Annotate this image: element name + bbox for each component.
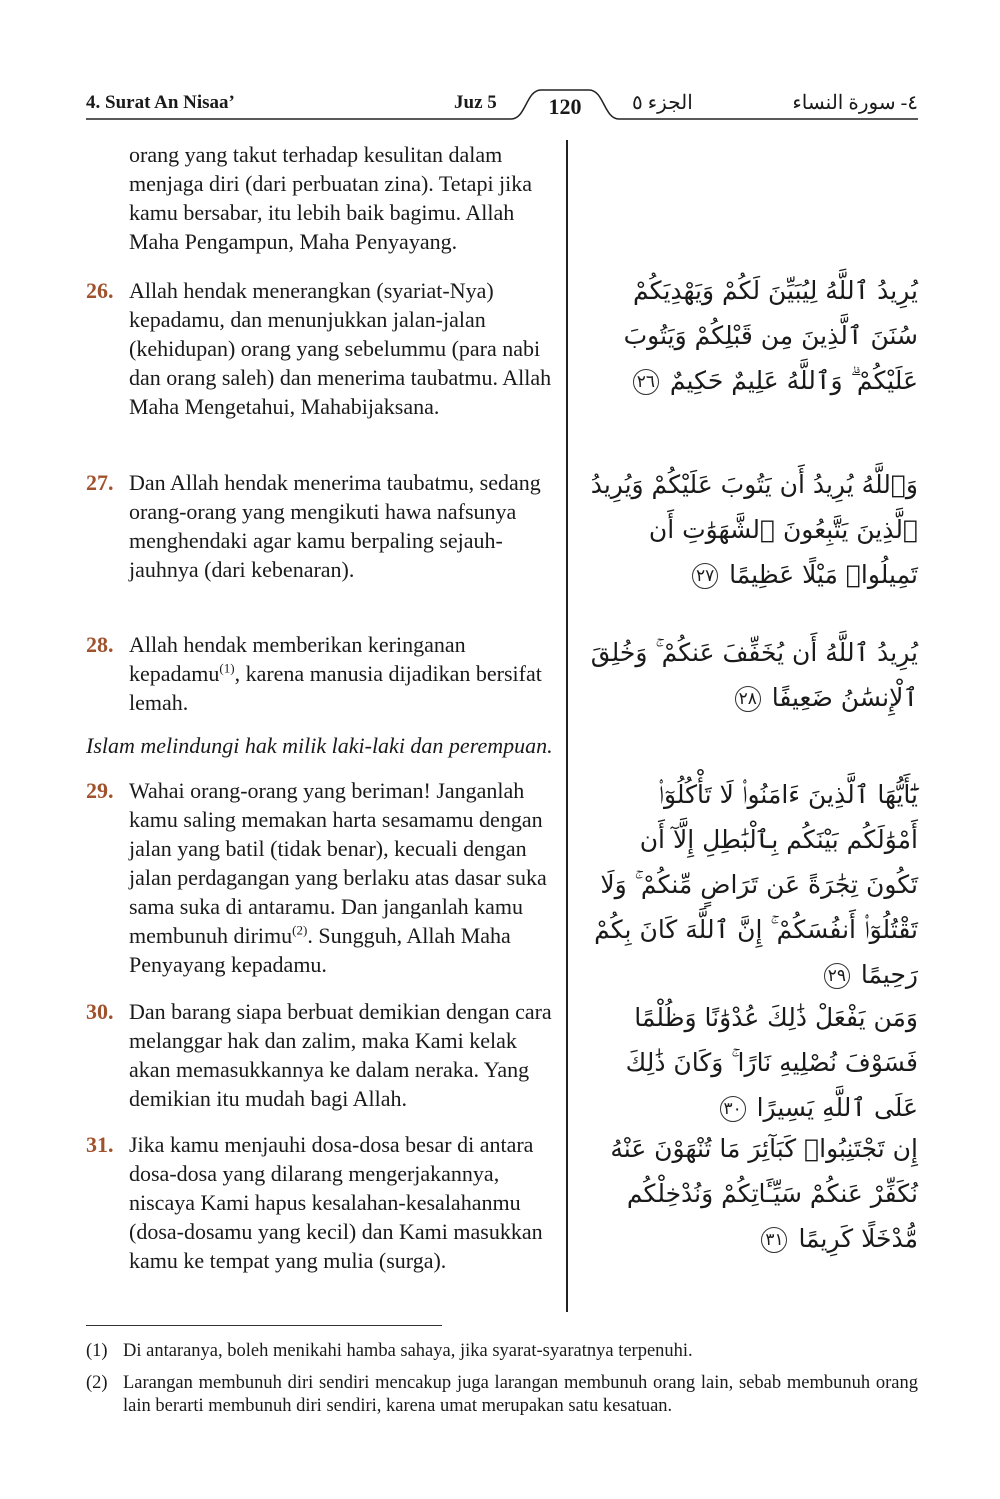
ayah-number-icon: ٢٨ (735, 686, 761, 712)
footnote-2 (86, 1372, 918, 1418)
ayah-number-icon: ٢٦ (633, 369, 659, 395)
page-number: 120 (548, 94, 582, 119)
verse-number: 31. (86, 1132, 114, 1157)
verse-text-part: . Sungguh, Allah Maha Penyayang kepadamu. (129, 923, 511, 977)
ayah-number-icon: ٣٠ (720, 1096, 746, 1122)
verse-text-part: Wahai orang-orang yang beriman! Janganlah kamu saling memakan harta sesamamu dengan jalan yang batil (tidak benar), kecuali dengan jalan perdagangan yang berlaku atas dasar suka sama suka di antaramu. Dan janganlah kamu membunuh dirimu (129, 778, 547, 948)
verse-translation: Allah hendak menerangkan (syariat-Nya) kepadamu, dan menunjukkan jalan-jalan (kehidupan) orang yang sebelummu (para nabi dan orang saleh) dan menerima taubatmu. Allah Maha Mengetahui, Mahabijaksana. (129, 278, 552, 419)
continuation-text: orang yang takut terhadap kesulitan dalam menjaga diri (dari perbuatan zina). Tetapi jika kamu bersabar, itu lebih baik bagimu. Allah Maha Pengampun, Maha Penyayang. (129, 142, 533, 254)
arabic-verse-29 (584, 772, 918, 997)
arabic-text: يُرِيدُ ٱللَّهُ لِيُبَيِّنَ لَكُمْ وَيَهْدِيَكُمْ سُنَنَ ٱلَّذِينَ مِن قَبْلِكُمْ وَيَتُوبَ عَلَيْكُمْ ۗ وَٱللَّهُ عَلِيمٌ حَكِيمٌ (623, 276, 918, 395)
arabic-text: يَٰٓأَيُّهَا ٱلَّذِينَ ءَامَنُوا۟ لَا تَأْكُلُوٓا۟ أَمْوَٰلَكُم بَيْنَكُم بِٱلْبَٰطِلِ إِلَّآ أَن تَكُونَ تِجَٰرَةً عَن تَرَاضٍ مِّنكُمْ ۚ وَلَا تَقْتُلُوٓا۟ أَنفُسَكُمْ ۚ إِنَّ ٱللَّهَ كَانَ بِكُمْ رَحِيمًا (594, 780, 918, 989)
verse-number: 28. (86, 632, 114, 657)
arabic-text: يُرِيدُ ٱللَّهُ أَن يُخَفِّفَ عَنكُمْ ۚ وَخُلِقَ ٱلْإِنسَٰنُ ضَعِيفًا (590, 638, 918, 712)
column-divider (566, 140, 568, 1312)
verse-translation: Dan Allah hendak menerima taubatmu, sedang orang-orang yang mengikuti hawa nafsunya menghendaki agar kamu berpaling sejauh-jauhnya (dari kebenaran). (129, 470, 541, 582)
footnote-number: (2) (86, 1373, 108, 1393)
verse-translation: Jika kamu menjauhi dosa-dosa besar di antara dosa-dosa yang dilarang mengerjakannya, niscaya Kami hapus kesalahan-kesalahanmu (dosa-dosamu yang kecil) dan Kami masukkan kamu ke tempat yang mulia (surga). (129, 1132, 543, 1273)
footnote-text: Larangan membunuh diri sendiri mencakup juga larangan membunuh orang lain, sebab membunuh orang lain berarti membunuh diri sendiri, karena umat merupakan satu kesatuan. (123, 1373, 918, 1416)
verse-31 (86, 1130, 560, 1275)
verse-number: 30. (86, 999, 114, 1024)
arabic-verse-27 (584, 462, 918, 597)
footnote-text: Di antaranya, boleh menikahi hamba sahaya, jika syarat-syaratnya terpenuhi. (123, 1341, 693, 1361)
ayah-number-icon: ٢٩ (824, 963, 850, 989)
verse-number: 26. (86, 278, 114, 303)
continuation-block (86, 140, 560, 256)
verse-30 (86, 997, 560, 1113)
verse-translation (129, 630, 560, 717)
arabic-verse-28 (584, 630, 918, 720)
header-juz-arabic: الجزء ٥ (632, 92, 693, 114)
verse-translation: Dan barang siapa berbuat demikian dengan cara melanggar hak dan zalim, maka Kami kelak akan memasukkannya ke dalam neraka. Yang demikian itu mudah bagi Allah. (129, 999, 552, 1111)
section-title: Islam melindungi hak milik laki-laki dan perempuan. (86, 733, 553, 758)
verse-number: 27. (86, 470, 114, 495)
footnote-ref-1[interactable]: (1) (219, 660, 235, 676)
verse-26 (86, 276, 560, 421)
verse-28 (86, 630, 560, 717)
arabic-verse-26 (584, 268, 918, 403)
header-juz-latin: Juz 5 (454, 92, 497, 113)
arabic-text: وَٱللَّهُ يُرِيدُ أَن يَتُوبَ عَلَيْكُمْ وَيُرِيدُ ٱلَّذِينَ يَتَّبِعُونَ ٱلشَّهَوَٰتِ أَن تَمِيلُوا۟ مَيْلًا عَظِيمًا (590, 470, 918, 589)
ayah-number-icon: ٣١ (761, 1227, 787, 1253)
verse-translation (129, 776, 560, 979)
footnote-ref-2[interactable]: (2) (292, 922, 308, 938)
verse-text-part: Allah hendak memberikan keringanan kepadamu (129, 632, 466, 686)
verse-27 (86, 468, 560, 584)
footnote-rule (86, 1325, 442, 1326)
page-header (86, 82, 918, 122)
footnote-number: (1) (86, 1341, 108, 1361)
footnote-1 (86, 1340, 918, 1363)
header-surah-latin: 4. Surat An Nisaa’ (86, 92, 235, 113)
arabic-text: وَمَن يَفْعَلْ ذَٰلِكَ عُدْوَٰنًا وَظُلْمًا فَسَوْفَ نُصْلِيهِ نَارًا ۚ وَكَانَ ذَٰلِكَ عَلَى ٱللَّهِ يَسِيرًا (625, 1003, 918, 1122)
arabic-verse-31 (584, 1126, 918, 1261)
arabic-verse-30 (584, 995, 918, 1130)
verse-number: 29. (86, 778, 114, 803)
verse-29 (86, 776, 560, 979)
verse-text-part: , karena manusia dijadikan bersifat lemah. (129, 661, 542, 715)
header-surah-arabic: ٤- سورة النساء (792, 92, 918, 114)
ayah-number-icon: ٢٧ (692, 563, 718, 589)
arabic-text: إِن تَجْتَنِبُوا۟ كَبَآئِرَ مَا تُنْهَوْنَ عَنْهُ نُكَفِّرْ عَنكُمْ سَيِّـَٔاتِكُمْ وَنُدْخِلْكُم مُّدْخَلًا كَرِيمًا (610, 1134, 918, 1253)
